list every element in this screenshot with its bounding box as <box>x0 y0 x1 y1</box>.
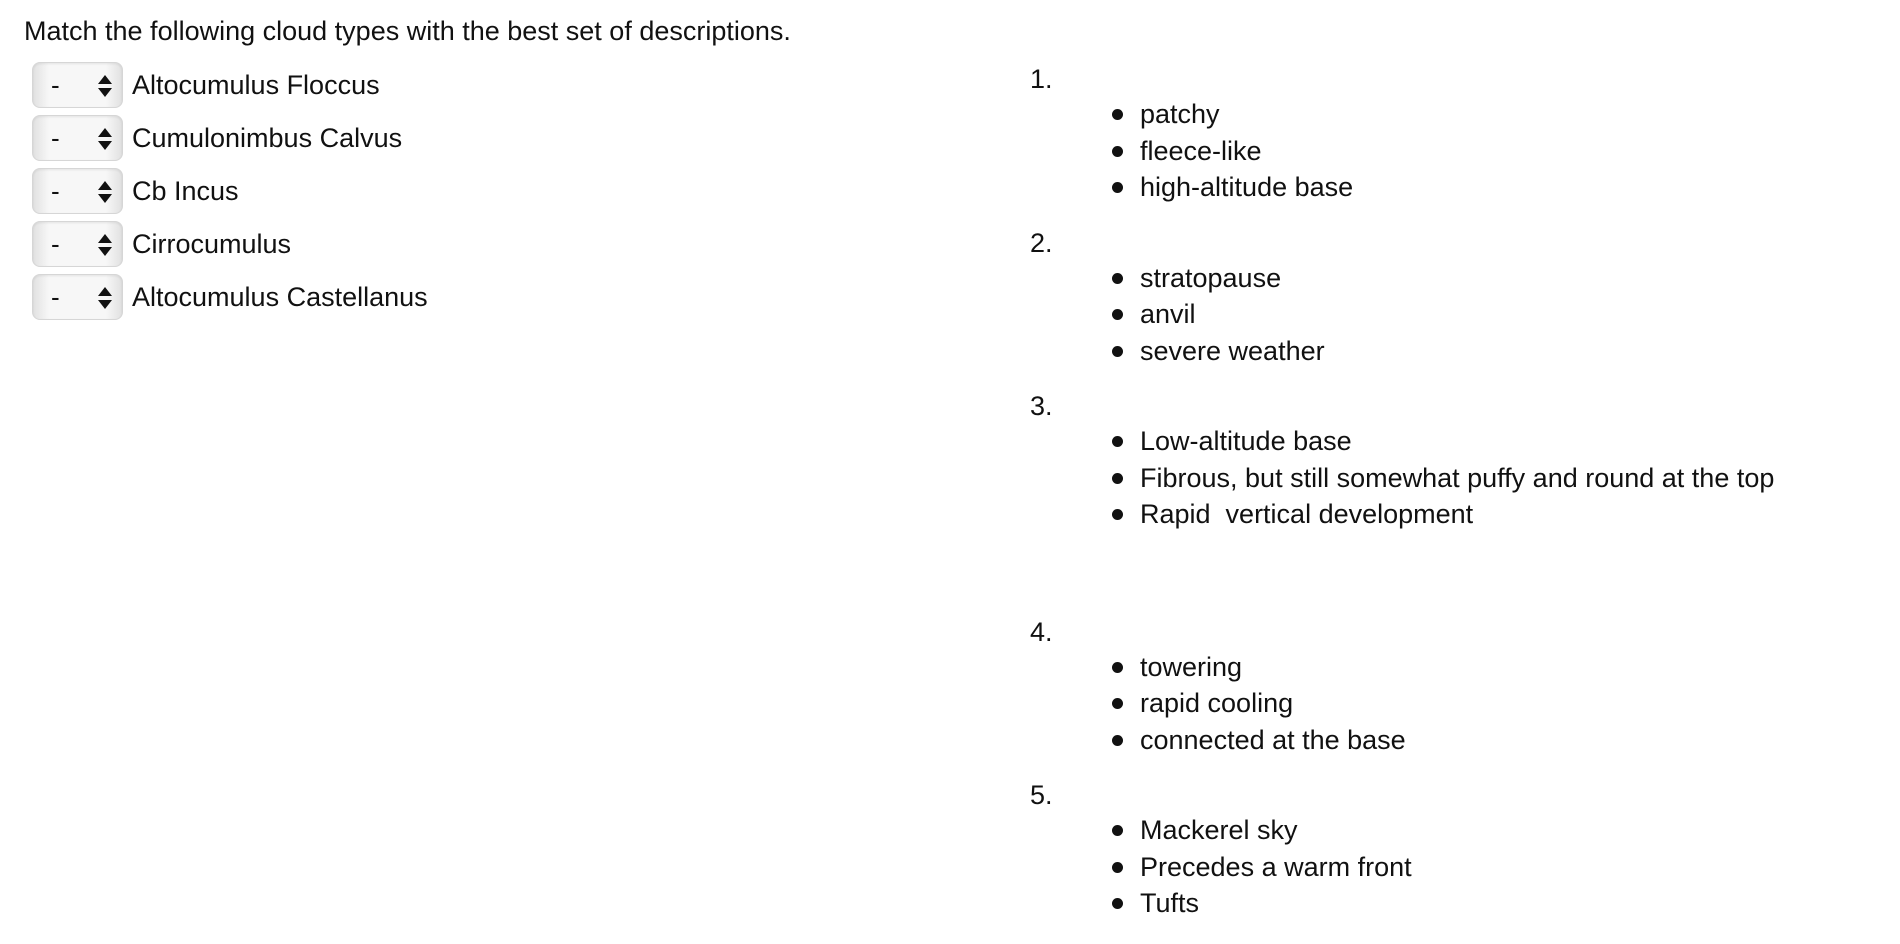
description-list <box>1030 62 1830 922</box>
match-select-1[interactable] <box>32 62 123 108</box>
description-item <box>1030 169 1830 206</box>
disc-bullet-icon <box>1112 509 1123 520</box>
arrow-up-icon <box>98 287 112 296</box>
description-group-2 <box>1030 226 1830 370</box>
description-item <box>1030 460 1830 497</box>
arrow-down-icon <box>98 247 112 256</box>
description-text: severe weather <box>1140 335 1325 366</box>
match-select-2[interactable] <box>32 115 123 161</box>
description-text: towering <box>1140 651 1243 682</box>
select-value-5: - <box>51 281 60 312</box>
disc-bullet-icon <box>1112 862 1123 873</box>
arrow-up-icon <box>98 181 112 190</box>
description-text: connected at the base <box>1140 724 1406 755</box>
up-down-chevron-icon <box>98 180 112 204</box>
description-items-1 <box>1030 96 1830 206</box>
description-item <box>1030 333 1830 370</box>
description-items-3 <box>1030 423 1830 533</box>
cloud-type-label-5: Altocumulus Castellanus <box>132 281 428 312</box>
arrow-down-icon <box>98 194 112 203</box>
description-text: Precedes a warm front <box>1140 851 1412 882</box>
description-text: Fibrous, but still somewhat puffy and round at the top <box>1140 462 1775 493</box>
select-value-1: - <box>51 69 60 100</box>
disc-bullet-icon <box>1112 309 1123 320</box>
match-row-2 <box>32 111 932 164</box>
description-group-4 <box>1030 615 1830 759</box>
match-select-4[interactable] <box>32 221 123 267</box>
arrow-up-icon <box>98 75 112 84</box>
match-row-4 <box>32 217 932 270</box>
disc-bullet-icon <box>1112 698 1123 709</box>
description-item <box>1030 96 1830 133</box>
description-items-2 <box>1030 260 1830 370</box>
disc-bullet-icon <box>1112 898 1123 909</box>
disc-bullet-icon <box>1112 273 1123 284</box>
match-select-3[interactable] <box>32 168 123 214</box>
up-down-chevron-icon <box>98 127 112 151</box>
up-down-chevron-icon <box>98 74 112 98</box>
description-number-4: 4. <box>1030 616 1053 647</box>
cloud-type-label-4: Cirrocumulus <box>132 228 292 259</box>
description-item <box>1030 496 1830 533</box>
description-item <box>1030 423 1830 460</box>
instruction-text: Match the following cloud types with the best set of descriptions. <box>24 16 791 46</box>
description-group-5 <box>1030 778 1830 922</box>
select-value-4: - <box>51 228 60 259</box>
description-text: rapid cooling <box>1140 688 1294 718</box>
description-text: Mackerel sky <box>1140 815 1298 845</box>
up-down-chevron-icon <box>98 286 112 310</box>
match-row-3 <box>32 164 932 217</box>
disc-bullet-icon <box>1112 146 1123 157</box>
disc-bullet-icon <box>1112 436 1123 447</box>
description-text: high-altitude base <box>1140 172 1354 202</box>
arrow-down-icon <box>98 300 112 309</box>
description-text: Tufts <box>1140 888 1200 918</box>
description-number-1: 1. <box>1030 64 1053 94</box>
description-item <box>1030 722 1830 759</box>
disc-bullet-icon <box>1112 825 1123 836</box>
description-number-5: 5. <box>1030 780 1053 810</box>
description-item <box>1030 296 1830 333</box>
disc-bullet-icon <box>1112 346 1123 357</box>
description-items-4 <box>1030 649 1830 759</box>
description-text: anvil <box>1140 299 1196 329</box>
arrow-down-icon <box>98 88 112 97</box>
match-list <box>32 58 932 323</box>
description-item <box>1030 685 1830 722</box>
description-text: stratopause <box>1140 262 1282 293</box>
match-row-1 <box>32 58 932 111</box>
disc-bullet-icon <box>1112 182 1123 193</box>
description-number-3: 3. <box>1030 391 1053 421</box>
arrow-down-icon <box>98 141 112 150</box>
description-text: Rapid vertical development <box>1140 499 1474 529</box>
up-down-chevron-icon <box>98 233 112 257</box>
arrow-up-icon <box>98 234 112 243</box>
description-item <box>1030 812 1830 849</box>
description-number-2: 2. <box>1030 227 1053 258</box>
disc-bullet-icon <box>1112 662 1123 673</box>
description-items-5 <box>1030 812 1830 922</box>
cloud-type-label-1: Altocumulus Floccus <box>132 69 380 100</box>
arrow-up-icon <box>98 128 112 137</box>
cloud-type-label-2: Cumulonimbus Calvus <box>132 122 403 153</box>
disc-bullet-icon <box>1112 109 1123 120</box>
cloud-type-label-3: Cb Incus <box>132 175 239 206</box>
match-row-5 <box>32 270 932 323</box>
description-text: patchy <box>1140 99 1220 129</box>
select-value-2: - <box>51 122 60 153</box>
description-group-1 <box>1030 62 1830 206</box>
description-item <box>1030 260 1830 297</box>
select-value-3: - <box>51 175 60 206</box>
match-select-5[interactable] <box>32 274 123 320</box>
description-item <box>1030 133 1830 170</box>
disc-bullet-icon <box>1112 735 1123 746</box>
description-text: Low-altitude base <box>1140 426 1352 456</box>
description-item <box>1030 649 1830 686</box>
description-group-3 <box>1030 389 1830 533</box>
description-item <box>1030 849 1830 886</box>
disc-bullet-icon <box>1112 473 1123 484</box>
description-item <box>1030 885 1830 922</box>
description-text: fleece-like <box>1140 135 1262 166</box>
